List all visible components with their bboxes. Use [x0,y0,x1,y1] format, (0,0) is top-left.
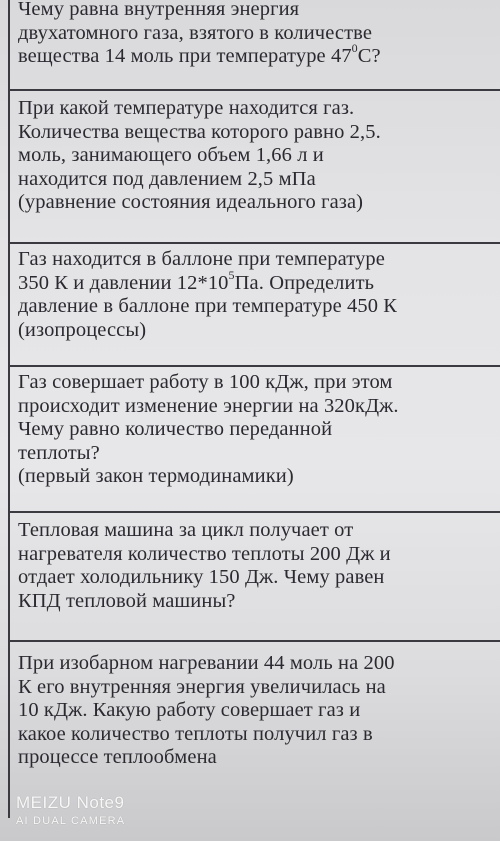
task-6-line-5: процессе теплообмена [18,746,217,768]
task-4-line-3: Чему равно количество переданной [18,418,333,440]
task-3-line-1: Газ находится в баллоне при температуре [18,248,385,270]
task-row-6 [10,642,500,818]
task-1-line-3: вещества 14 моль при температуре $47^0С$? [18,41,381,67]
task-4-line-1: Газ совершает работу в 100 кДж, при этом [18,371,393,393]
task-row-5 [10,513,500,642]
task-2-line-1: При какой температуре находится газ. [18,97,355,119]
task-2-line-3: моль, занимающего объем 1,66 л и [18,144,324,166]
task-table [8,0,500,818]
task-5-line-3: отдает холодильнику 150 Дж. Чему равен [18,566,385,588]
task-4-line-5: (первый закон термодинамики) [18,465,294,487]
task-6-line-1: При изобарном нагревании 44 моль на 200 [18,652,395,674]
task-row-2 [10,91,500,244]
watermark-brand: MEIZU Note9 [16,793,125,812]
task-2-line-5: (уравнение состояния идеального газа) [18,191,364,213]
task-5-line-1: Тепловая машина за цикл получает от [18,519,354,541]
task-2-line-4: находится под давлением 2,5 мПа [18,167,316,190]
task-row-1 [10,0,500,91]
task-6-line-2: К его внутренняя энергия увеличилась на [18,675,386,698]
task-3-line-2: 350 К и давлении $12*10^5Па$. Определить [18,267,375,294]
task-4-line-2: происходит изменение энергии на 320кДж. [18,394,399,417]
task-3-line-4: (изопроцессы) [18,318,147,341]
task-row-3 [10,244,500,367]
task-row-4 [10,367,500,513]
task-5-line-2: нагревателя количество теплоты 200 Дж и [18,542,391,565]
task-6-line-3: 10 кДж. Какую работу совершает газ и [18,699,361,721]
watermark-subtitle: AI DUAL CAMERA [16,815,126,827]
task-4-line-4: теплоты? [18,441,100,464]
task-3-line-3: давление в баллоне при температуре 450 К [18,295,398,317]
task-2-line-2: Количества вещества которого равно 2,5. [18,120,381,143]
task-1-line-2: двухатомного газа, взятого в количестве [18,21,373,44]
task-6-line-4: какое количество теплоты получил газ в [18,722,373,745]
task-1-line-1: Чему равна внутренняя энергия [18,0,300,20]
camera-watermark [16,794,125,828]
task-5-line-4: КПД тепловой машины? [18,589,236,612]
